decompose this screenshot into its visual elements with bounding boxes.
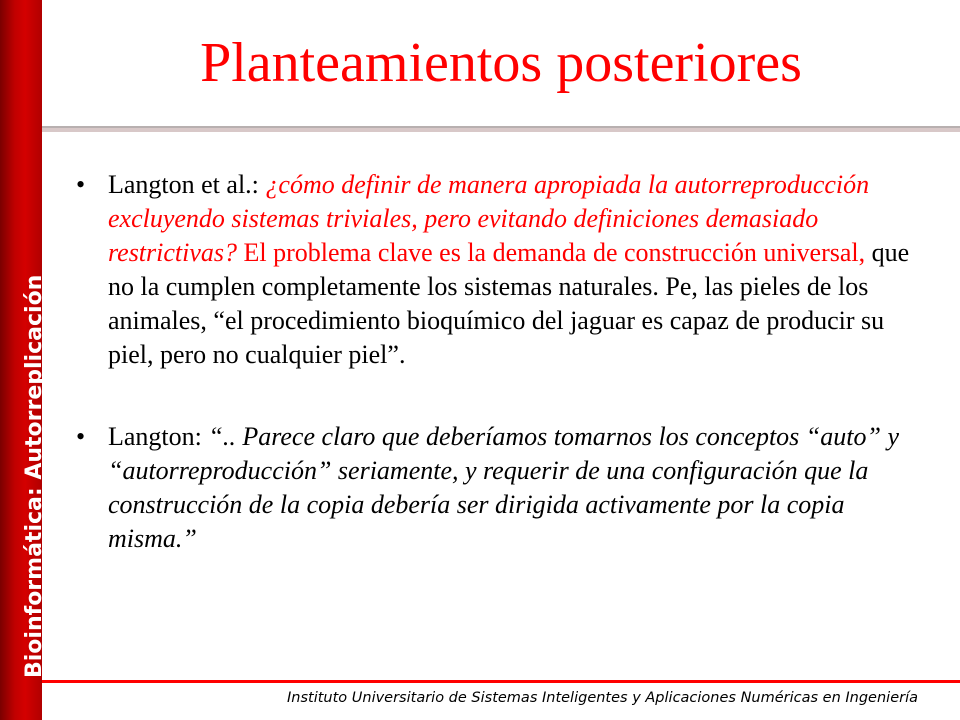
bullet-mid: El problema clave es la	[237, 238, 493, 267]
footer-institution: Instituto Universitario de Sistemas Inteligentes y Aplicaciones Numéricas en Ingeniería	[286, 690, 918, 706]
sidebar-label: Bioinformática: Autorreplicación	[22, 274, 47, 678]
bullet-tail: que no la cumplen completamente los sistemas naturales. Pe, las pieles de los animales, “el procedimiento bioquímico del jaguar es capaz de producir su piel, pero no cualquier piel”.	[108, 238, 910, 369]
bullet-item	[76, 420, 936, 556]
slide-title: Planteamientos posteriores	[200, 32, 802, 94]
bullet-lead: Langton:	[108, 422, 209, 451]
slide-content	[76, 168, 936, 556]
bullet-lead: Langton et al.:	[108, 170, 266, 199]
footer-divider	[42, 680, 960, 683]
bullet-question: ¿cómo definir de manera apropiada la autorreproducción excluyendo sistemas triviales, pero evitando definiciones demasiado restrictivas?	[108, 170, 870, 267]
bullet-highlight: demanda de construcción universal,	[492, 238, 866, 267]
title-divider	[42, 126, 960, 132]
bullet-item	[76, 168, 936, 372]
sidebar-band	[0, 0, 47, 720]
bullet-quote: “.. Parece claro que deberíamos tomarnos los conceptos “auto” y “autorreproducción” seriamente, y requerir de una configuración que la construcción de la copia debería ser dirigida activamente por la copia misma.”	[108, 422, 899, 553]
